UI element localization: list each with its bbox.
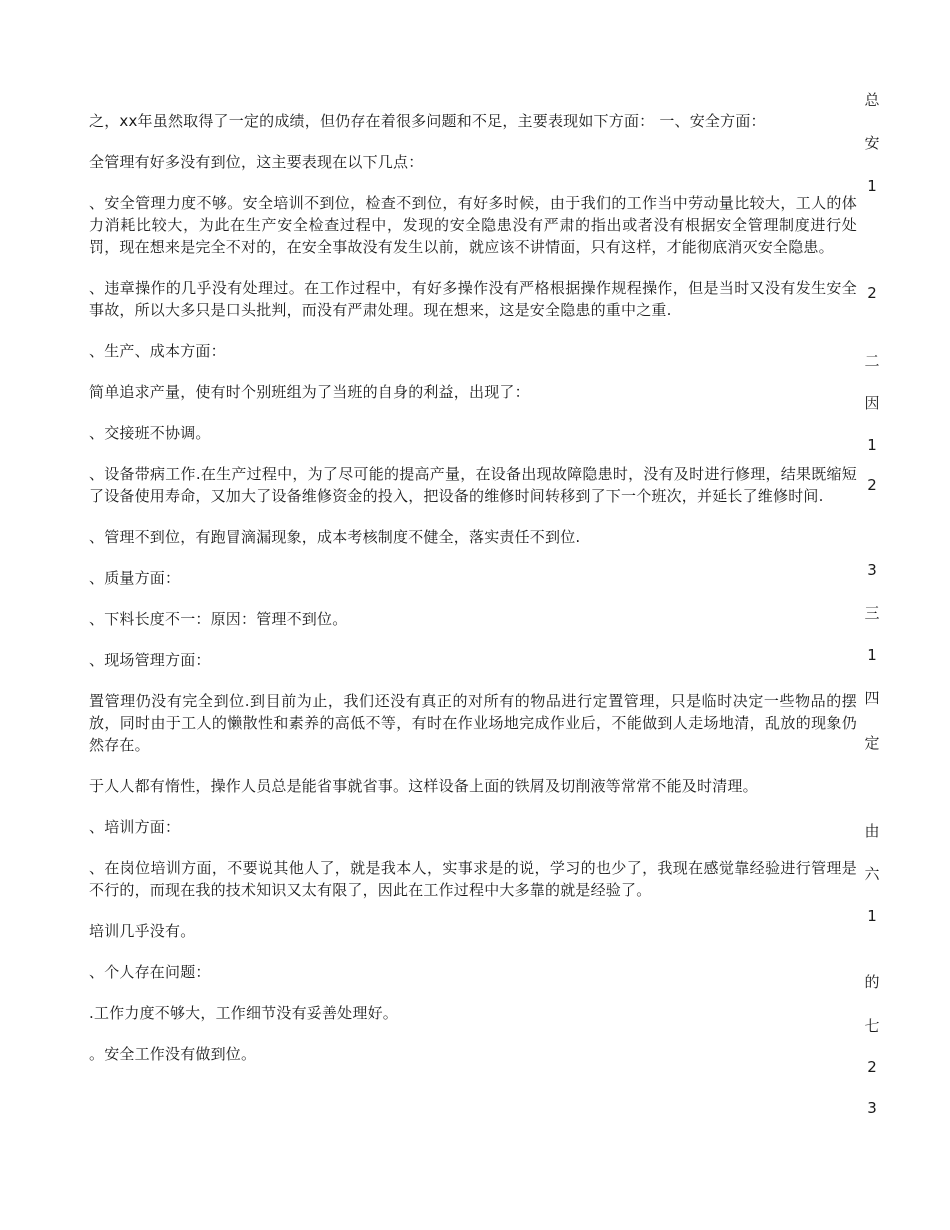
paragraph: 、质量方面： (89, 569, 181, 587)
side-fragment: 2 (867, 476, 877, 494)
paragraph: 、安全管理力度不够。安全培训不到位，检查不到位，有好多时候，由于我们的工作当中劳动量比较大，工人的体力消耗比较大，为此在生产安全检查过程中，发现的安全隐患没有严肃的指出或者没有根据安全管理制度进行处罚，现在想来是完全不对的，在安全事故没有发生以前，就应该不讲情面，只有这样，才能彻底消灭安全隐患。 (89, 194, 857, 256)
side-fragment: 3 (867, 1099, 877, 1117)
paragraph: 、交接班不协调。 (89, 424, 211, 442)
paragraph: 、设备带病工作.在生产过程中，为了尽可能的提高产量，在设备出现故障隐患时，没有及时进行修理，结果既缩短了设备使用寿命，又加大了设备维修资金的投入，把设备的维修时间转移到了下一个班次，并延长了维修时间. (89, 465, 857, 505)
paragraph: 、现场管理方面： (89, 651, 211, 669)
side-fragment: 因 (864, 394, 880, 412)
side-fragment: 定 (864, 734, 880, 752)
side-fragment: 三 (864, 604, 880, 622)
paragraph: 之，xx年虽然取得了一定的成绩，但仍存在着很多问题和不足，主要表现如下方面： 一、安全方面： (89, 112, 766, 130)
side-fragment: 的 (864, 973, 880, 991)
side-fragment: 2 (867, 284, 877, 302)
paragraph: 、生产、成本方面： (89, 342, 226, 360)
side-fragment: 四 (864, 689, 880, 707)
paragraph: 置管理仍没有完全到位.到目前为止，我们还没有真正的对所有的物品进行定置管理，只是临时决定一些物品的摆放，同时由于工人的懒散性和素养的高低不等，有时在作业场地完成作业后，不能做到人走场地清，乱放的现象仍然存在。 (89, 692, 857, 754)
paragraph: 于人人都有惰性，操作人员总是能省事就省事。这样设备上面的铁屑及切削液等常常不能及时清理。 (89, 777, 758, 795)
side-fragment: 安 (864, 134, 880, 152)
side-fragment: 1 (867, 436, 877, 454)
side-fragment: 1 (867, 646, 877, 664)
paragraph: 、培训方面： (89, 818, 181, 836)
paragraph: .工作力度不够大，工作细节没有妥善处理好。 (89, 1004, 398, 1022)
paragraph: 、下料长度不一：原因：管理不到位。 (89, 610, 348, 628)
side-fragment: 1 (867, 177, 877, 195)
body-text (89, 110, 857, 1084)
paragraph: 、管理不到位，有跑冒滴漏现象，成本考核制度不健全，落实责任不到位. (89, 528, 581, 546)
side-fragment: 3 (867, 561, 877, 579)
paragraph: 、在岗位培训方面，不要说其他人了，就是我本人，实事求是的说，学习的也少了，我现在感觉靠经验进行管理是不行的，而现在我的技术知识又太有限了，因此在工作过程中大多靠的就是经验了。 (89, 859, 857, 899)
paragraph: 简单追求产量，使有时个别班组为了当班的自身的利益，出现了： (89, 383, 530, 401)
paragraph: 、违章操作的几乎没有处理过。在工作过程中，有好多操作没有严格根据操作规程操作，但是当时又没有发生安全事故，所以大多只是口头批判，而没有严肃处理。现在想来，这是安全隐患的重中之重. (89, 279, 857, 319)
paragraph: 。安全工作没有做到位。 (89, 1045, 257, 1063)
side-fragment: 2 (867, 1058, 877, 1076)
side-fragment: 由 (864, 822, 880, 840)
side-fragment: 总 (864, 91, 880, 109)
side-fragment: 二 (864, 352, 880, 370)
side-fragment: 七 (864, 1017, 880, 1035)
side-fragment: 1 (867, 907, 877, 925)
side-fragment-column (862, 0, 882, 1230)
side-fragment: 六 (864, 865, 880, 883)
paragraph: 、个人存在问题： (89, 963, 211, 981)
paragraph: 培训几乎没有。 (89, 922, 196, 940)
paragraph: 全管理有好多没有到位，这主要表现在以下几点： (89, 153, 424, 171)
